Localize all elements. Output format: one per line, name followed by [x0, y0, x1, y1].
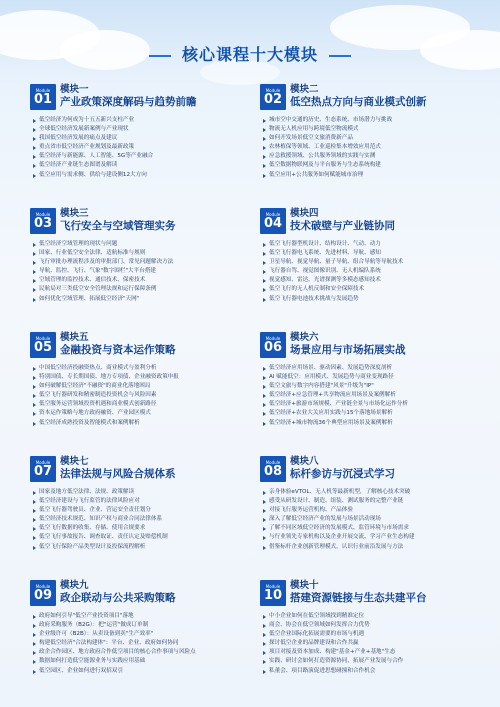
module-badge-label: Module — [265, 335, 281, 341]
module-topic-item: 低空经济技术规范、知识产权与商业合同法律体系 — [32, 515, 250, 524]
module-header — [30, 580, 250, 610]
module-name: 技术破壁与产业链协同 — [290, 220, 395, 232]
module-topic-item: 低空经济+农业大关应用实践与15个落地场景解析 — [262, 409, 480, 418]
module-label: 模块八 — [290, 456, 319, 467]
module-number: 02 — [263, 91, 283, 107]
module-card — [260, 332, 480, 456]
module-topic-item: 视觉感知、雷达、光谱探测等多模态感知技术 — [262, 276, 480, 285]
module-label: 模块四 — [290, 208, 319, 219]
module-topic-item: 低空经济+城市物流36个典型应用场景及案例解析 — [262, 419, 480, 428]
module-name: 金融投资与资本运作策略 — [60, 344, 176, 356]
module-topic-item: 重点省市低空经济产业规划及最新政策 — [32, 143, 250, 152]
module-topic-item: 低空经济成熟投资及智能模式和案例解析 — [32, 419, 250, 428]
module-topic-item: 如何优化空域管理、拓展低空经济"天网" — [32, 295, 250, 304]
module-topic-item: 了解不同区域低空经济的发展模式、监管环境与市场需求 — [262, 524, 480, 533]
module-topic-list — [260, 240, 480, 304]
module-topic-item: 与行业领先专家机构以及企业开展交流、学习产业生态构建 — [262, 533, 480, 542]
module-topic-list — [30, 116, 250, 180]
module-number-badge — [260, 208, 286, 234]
module-topic-item: 项目对接及资本加成、构建"基金+产业+基地"生态 — [262, 648, 480, 657]
module-topic-item: 低空经济+应急管理+共享物流应用场景及案例解析 — [262, 391, 480, 400]
module-topic-item: 感受从研发设计、制造、组装、测试服务的完整产业链 — [262, 497, 480, 506]
module-topic-item: 低空应用+公共服务如何赋能城市治理 — [262, 171, 480, 180]
module-label: 模块五 — [60, 332, 89, 343]
module-topic-list — [30, 240, 250, 304]
module-number: 04 — [263, 215, 283, 231]
module-topic-item: 低空飞行器研发和精密制造投资机会与风险因素 — [32, 391, 250, 400]
module-topic-item: 低空飞行保险产品类型设计及投保流程解析 — [32, 543, 250, 552]
module-number-badge — [260, 84, 286, 110]
module-topic-item: 私董会、项目路演促进思想碰撞和合作机会 — [262, 667, 480, 676]
module-name: 产业政策深度解码与趋势前瞻 — [60, 96, 197, 108]
module-topic-item: 民航局对三类低空安全管理法规和运行保障条例 — [32, 285, 250, 294]
module-topic-item: 国家、行业低空安全法律、适航标准与规则 — [32, 249, 250, 258]
module-number-badge — [30, 456, 56, 482]
module-number: 08 — [263, 463, 283, 479]
module-topic-item: 政企合作园区、地方政府合作低空项目的核心合作事项与风险点 — [32, 648, 250, 657]
module-name: 标杆参访与沉浸式学习 — [290, 468, 395, 480]
module-topic-item: 飞行审批办理流程涉及的审批部门、常见问题解决方法 — [32, 258, 250, 267]
module-badge-label: Module — [265, 211, 281, 217]
module-header — [260, 456, 480, 486]
module-topic-item: 我国低空经济发展的痛点及建议 — [32, 134, 250, 143]
module-badge-label: Module — [265, 87, 281, 93]
module-number: 01 — [33, 91, 53, 107]
module-number: 05 — [33, 339, 53, 355]
module-topic-item: 深入了解低空经济产业的发展与场景活动现场 — [262, 515, 480, 524]
module-topic-item: 低空经济+旅游市场规模、产业链全景与市场化运作分析 — [262, 400, 480, 409]
module-number-badge — [30, 580, 56, 606]
module-badge-label: Module — [35, 335, 51, 341]
module-number: 07 — [33, 463, 53, 479]
module-badge-label: Module — [35, 459, 51, 465]
module-topic-item: 农林植保等领域、工业巡检集本增效应用范式 — [262, 143, 480, 152]
module-name: 低空热点方向与商业模式创新 — [290, 96, 427, 108]
module-topic-item: 特别国债、专长期国债、地方专项债、企业融资政策申报 — [32, 373, 250, 382]
module-name: 搭建资源链接与生态共建平台 — [290, 592, 427, 604]
module-topic-item: 如何开发场景低空文旅消费新产品 — [262, 134, 480, 143]
module-topic-list — [260, 488, 480, 552]
module-label: 模块九 — [60, 580, 89, 591]
module-topic-item: 卫星导航、视觉导航、量子导航、组合导航等导航技术 — [262, 258, 480, 267]
module-topic-list — [30, 488, 250, 552]
module-topic-item: 低空企业国际化拓展需要的市场与机遇 — [262, 630, 480, 639]
module-header — [260, 84, 480, 114]
module-topic-item: 中小企业如何在低空领域找到精准定位 — [262, 612, 480, 621]
module-topic-item: 低空文旅与数字内容搭建"风景"升级为"IP" — [262, 382, 480, 391]
module-card — [260, 580, 480, 704]
module-card — [30, 456, 250, 580]
module-topic-item: 低空园区、企业如何进行双招双引 — [32, 667, 250, 676]
module-topic-item: 导航、监控、飞行、气象"数字围栏"大平台搭建 — [32, 267, 250, 276]
module-topic-item: 构建低空经济"合法构建体"：平台、企业、政府如何协同 — [32, 639, 250, 648]
module-topic-item: 对接飞行服务运营机构、产品体验 — [262, 506, 480, 515]
module-topic-item: 低空飞行器驾驶员、企业、营运安全责任划分 — [32, 506, 250, 515]
title-decoration-right — [329, 55, 351, 57]
module-number: 06 — [263, 339, 283, 355]
module-number-badge — [30, 84, 56, 110]
module-topic-item: 应急救援领域、公共服务领域的实践与实测 — [262, 152, 480, 161]
module-label: 模块七 — [60, 456, 89, 467]
module-name: 法律法规与风险合规体系 — [60, 468, 176, 480]
module-badge-label: Module — [35, 583, 51, 589]
module-topic-list — [260, 116, 480, 180]
module-label: 模块十 — [290, 580, 319, 591]
module-label: 模块一 — [60, 84, 89, 95]
module-name: 政企联动与公共采购策略 — [60, 592, 176, 604]
module-topic-item: 商会、协会在低空领域如何发挥合力优势 — [262, 621, 480, 630]
module-topic-item: 低空飞行器电飞系统、先进材料、导航、感知 — [262, 249, 480, 258]
module-number-badge — [30, 208, 56, 234]
page-header — [0, 42, 500, 65]
module-badge-label: Module — [265, 459, 281, 465]
module-topic-item: 企业级许可（B2B）：从卖设备到卖"生产效率" — [32, 630, 250, 639]
module-header — [260, 208, 480, 238]
module-topic-item: 全球低空经济发展新案例与产业现状 — [32, 125, 250, 134]
module-topic-item: 低空经济空域管理的现状与问题 — [32, 240, 250, 249]
module-topic-item: 低空数据物联网及与平台服务与生态系统构建 — [262, 161, 480, 170]
module-topic-item: 实践、研讨会如何打造资源协同，拓展产业发展与合作 — [262, 657, 480, 666]
module-topic-item: 城市空中交通的历史、生态系统、市场潜力与挑战 — [262, 116, 480, 125]
module-topic-item: 物流无人机应用与跨境低空物流模式 — [262, 125, 480, 134]
module-card — [260, 208, 480, 332]
module-card — [30, 84, 250, 208]
module-topic-item: 政府如何引导"低空产业投资项目"落地 — [32, 612, 250, 621]
module-topic-item: 低空经济应用场景、驱动因素、发展趋势深度剖析 — [262, 364, 480, 373]
module-topic-item: 如何破解低空经济"不融资"的商业化落地困局 — [32, 382, 250, 391]
module-topic-item: 低空飞行的无人机反制和安全保障技术 — [262, 285, 480, 294]
module-topic-item: AI 赋能低空：应用模式、发展趋势与商业变现路径 — [262, 373, 480, 382]
module-number: 03 — [33, 215, 53, 231]
module-label: 模块六 — [290, 332, 319, 343]
module-badge-label: Module — [35, 211, 51, 217]
module-number-badge — [260, 456, 286, 482]
module-card — [30, 580, 250, 704]
module-topic-item: 数据如何打造低空能源业务与实践应用基础 — [32, 657, 250, 666]
module-number: 09 — [33, 587, 53, 603]
module-header — [260, 580, 480, 610]
module-topic-item: 低空飞行器电池技术挑战与发展趋势 — [262, 295, 480, 304]
module-topic-item: 中国低空经济投融资热点、商业模式与盈利分析 — [32, 364, 250, 373]
module-header — [260, 332, 480, 362]
module-topic-list — [260, 364, 480, 428]
module-name: 飞行安全与空域管理实务 — [60, 220, 176, 232]
module-topic-item: 低空经济建设与飞行监管的法律风险应对 — [32, 497, 250, 506]
module-topic-item: 国家及地方低空法律、法规、政策解读 — [32, 488, 250, 497]
module-topic-item: 低空经济产业链生态图谱及解读 — [32, 161, 250, 170]
module-card — [260, 456, 480, 580]
module-number-badge — [260, 332, 286, 358]
module-card — [30, 332, 250, 456]
module-topic-item: 低空经济为何成为十五五新兴支柱产业 — [32, 116, 250, 125]
module-badge-label: Module — [265, 583, 281, 589]
module-name: 场景应用与市场拓展实战 — [290, 344, 406, 356]
module-header — [30, 208, 250, 238]
module-topic-item: 低空经济与新能源、人工智能、5G等产业融合 — [32, 152, 250, 161]
module-topic-item: 低空服务运营领域投资机遇和商业模式创新路径 — [32, 400, 250, 409]
module-card — [30, 208, 250, 332]
module-card — [260, 84, 480, 208]
module-label: 模块二 — [290, 84, 319, 95]
module-topic-item: 空域管理的监控技术、通信技术、保密技术 — [32, 276, 250, 285]
module-header — [30, 332, 250, 362]
module-topic-item: 政府采购服务（B2G）：把"运营"做成订单制 — [32, 621, 250, 630]
module-topic-list — [260, 612, 480, 676]
module-grid — [30, 84, 470, 704]
module-topic-item: 低空应用与需求侧、供给与建设侧12大方向 — [32, 171, 250, 180]
module-number-badge — [30, 332, 56, 358]
module-topic-item: 低空飞行事故报告、调查取证、责任认定及赔偿机制 — [32, 533, 250, 542]
module-badge-label: Module — [35, 87, 51, 93]
module-number-badge — [260, 580, 286, 606]
module-topic-item: 资本运作策略与地方政府融资、产业园区模式 — [32, 409, 250, 418]
module-topic-item: 低空飞行数据的收集、存储、使用合规要求 — [32, 524, 250, 533]
module-header — [30, 84, 250, 114]
module-topic-list — [30, 612, 250, 676]
module-topic-list — [30, 364, 250, 428]
module-topic-item: 低空飞行器型机设计、结构设计、气动、动力 — [262, 240, 480, 249]
module-topic-item: 探讨低空企业的品牌建设和合作共赢 — [262, 639, 480, 648]
page-title: 核心课程十大模块 — [181, 45, 318, 64]
module-header — [30, 456, 250, 486]
module-label: 模块三 — [60, 208, 89, 219]
module-number: 10 — [263, 587, 283, 603]
module-topic-item: 借鉴标杆企业创新管理模式，认识行业前沿发展与方法 — [262, 543, 480, 552]
module-topic-item: 亲身体验eVTOL、无人机等最新机型，了解核心技术突破 — [262, 488, 480, 497]
title-decoration-left — [149, 55, 171, 57]
module-topic-item: 飞行器自驾、视觉图像识别、无人机编队系统 — [262, 267, 480, 276]
